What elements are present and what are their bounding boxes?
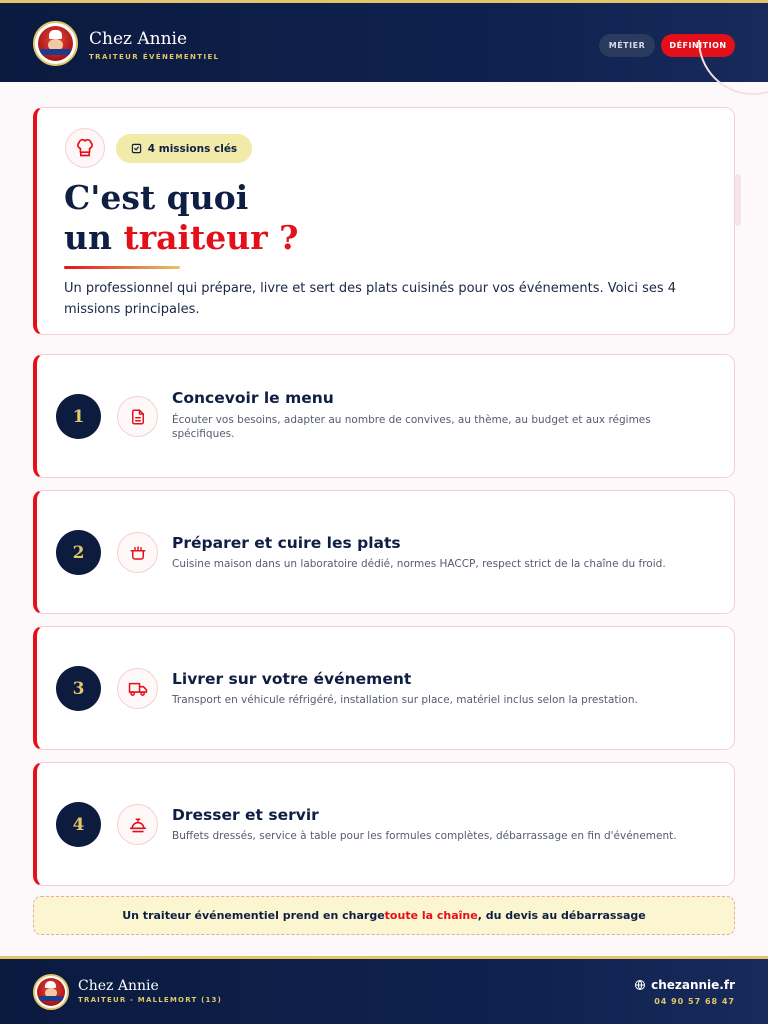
title-prefix: un: [64, 218, 124, 257]
mission-description: Transport en véhicule réfrigéré, installation sur place, matériel inclus selon la prestation.: [172, 694, 638, 706]
mission-description: Cuisine maison dans un laboratoire dédié, normes HACCP, respect strict de la chaîne du froid.: [172, 558, 666, 570]
cloche-icon: [117, 804, 158, 845]
mission-card: [33, 626, 735, 750]
globe-icon: [634, 979, 646, 991]
cooking-pot-icon: [117, 532, 158, 573]
mission-title: Préparer et cuire les plats: [172, 534, 401, 552]
footer-brand-name: Chez Annie: [78, 978, 159, 994]
truck-icon: [117, 668, 158, 709]
mission-number: 4: [56, 802, 101, 847]
mission-number: 2: [56, 530, 101, 575]
chef-hat-icon: [65, 128, 105, 168]
mission-description: Écouter vos besoins, adapter au nombre de convives, au thème, au budget et aux régimes spécifiques.: [172, 414, 651, 440]
summary-banner: [33, 896, 735, 935]
top-header: [0, 0, 768, 82]
footer-site-label: chezannie.fr: [651, 978, 735, 992]
hero-description: Un professionnel qui prépare, livre et sert des plats cuisinés pour vos événements. Voici ses 4 missions principales.: [64, 281, 677, 317]
nav-pill-definition[interactable]: DÉFINITION: [661, 34, 735, 57]
title-underline: [64, 266, 180, 269]
missions-badge-label: 4 missions clés: [147, 142, 238, 155]
decorative-arc: [698, 40, 768, 95]
mission-title: Livrer sur votre événement: [172, 670, 412, 688]
mission-title: Dresser et servir: [172, 806, 319, 824]
footer-site-link[interactable]: [634, 978, 735, 992]
mission-title: Concevoir le menu: [172, 389, 334, 407]
mission-card: [33, 490, 735, 614]
mission-number: 1: [56, 394, 101, 439]
definition-card: [33, 107, 735, 335]
brand-name[interactable]: Chez Annie: [89, 29, 188, 49]
mission-card: [33, 762, 735, 886]
chef-logo-icon: [37, 978, 65, 1006]
summary-text-end: , du devis au débarrassage: [477, 909, 646, 922]
document-icon: [117, 396, 158, 437]
title-accent: traiteur ?: [123, 218, 299, 257]
brand-tagline: TRAITEUR ÉVÉNEMENTIEL: [89, 53, 220, 61]
footer-logo[interactable]: [33, 974, 69, 1010]
summary-text-start: Un traiteur événementiel prend en charge: [122, 909, 385, 922]
summary-highlight: toute la chaîne: [384, 909, 478, 922]
mission-number: 3: [56, 666, 101, 711]
footer-tagline: TRAITEUR - MALLEMORT (13): [78, 996, 223, 1004]
footer-phone[interactable]: 04 90 57 68 47: [654, 997, 735, 1006]
checkbox-icon: [131, 143, 142, 154]
mission-card: [33, 354, 735, 478]
mission-description: Buffets dressés, service à table pour les formules complètes, débarrassage en fin d'événement.: [172, 830, 677, 842]
nav-pill-metier[interactable]: MÉTIER: [599, 34, 655, 57]
brand-logo[interactable]: [33, 21, 78, 66]
page-title: [64, 178, 298, 258]
chef-logo-icon: [38, 26, 73, 61]
decorative-tab: [735, 174, 741, 226]
missions-badge: [116, 134, 252, 163]
footer: [0, 956, 768, 1024]
title-line-1: C'est quoi: [64, 178, 249, 217]
